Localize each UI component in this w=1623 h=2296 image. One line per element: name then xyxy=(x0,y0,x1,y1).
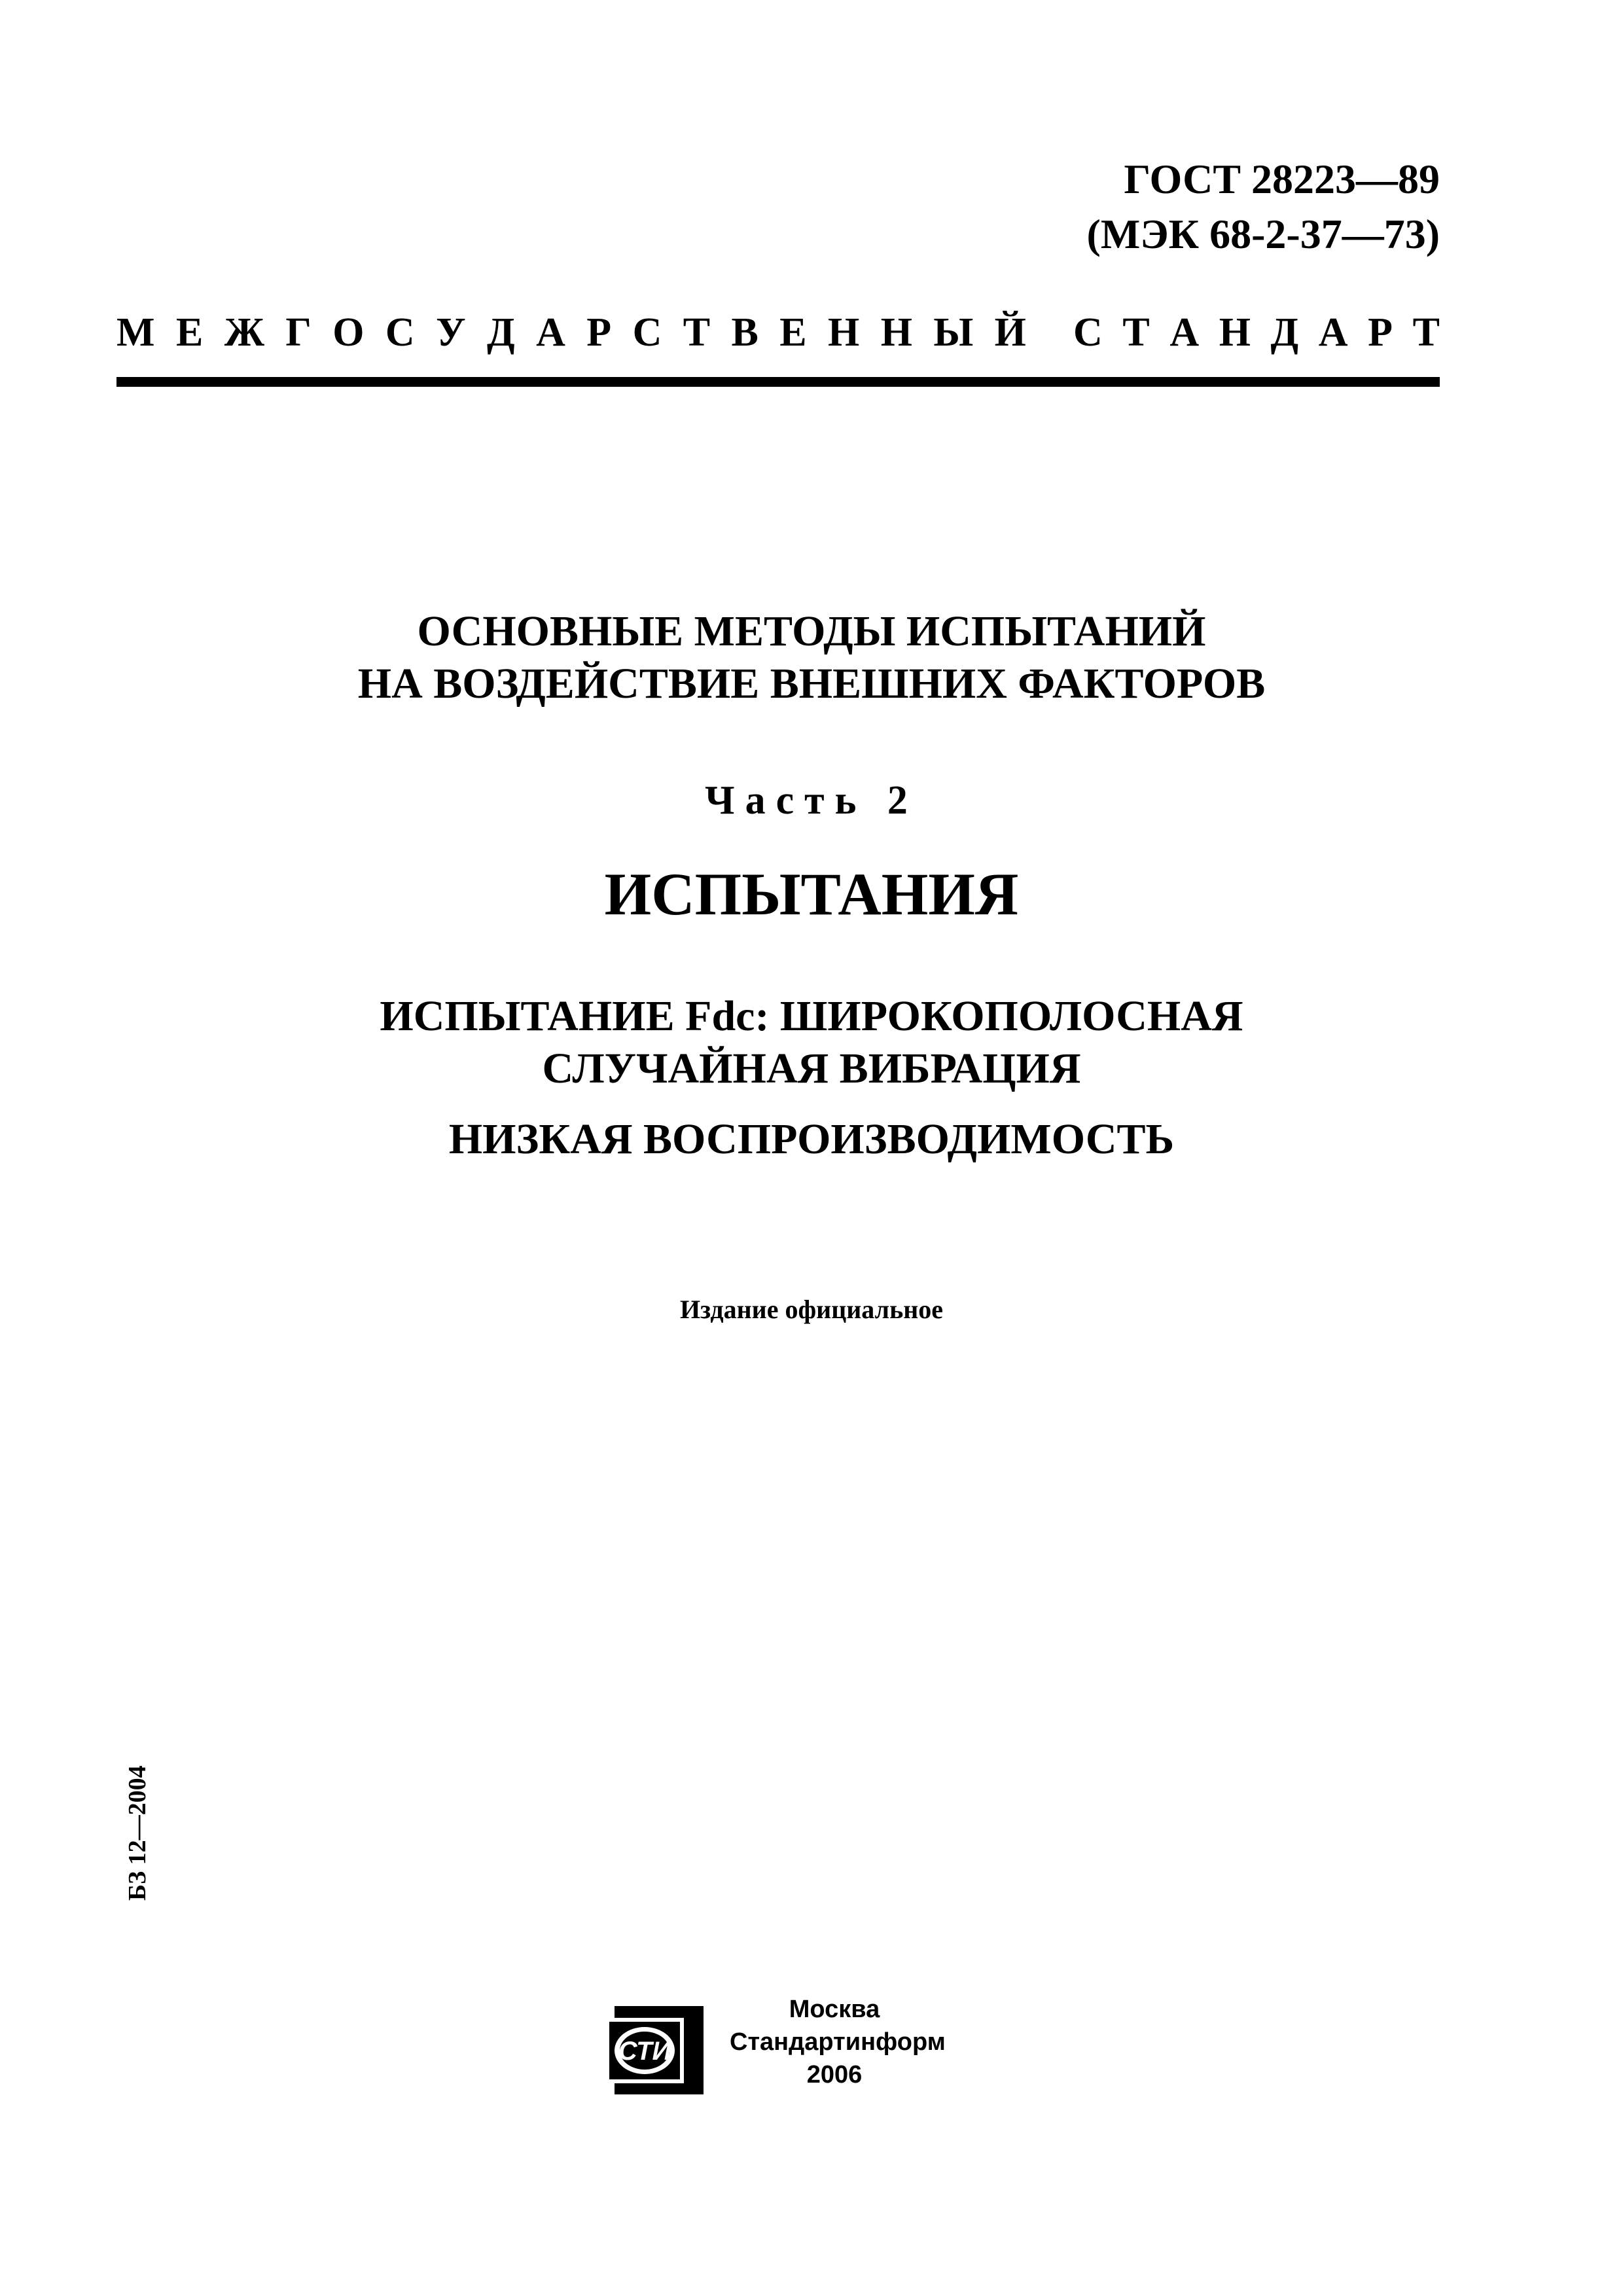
heading-letter: О xyxy=(332,310,365,355)
heading-word-standard xyxy=(1073,306,1440,359)
heading-letter: Е xyxy=(175,310,204,355)
test-subtitle: НИЗКАЯ ВОСПРОИЗВОДИМОСТЬ xyxy=(448,1115,1175,1163)
test-title-line-2: СЛУЧАЙНАЯ ВИБРАЦИЯ xyxy=(542,1045,1081,1092)
heading-letter: Т xyxy=(1122,310,1150,355)
heading-letter: М xyxy=(116,310,155,355)
part-label: Часть 2 xyxy=(705,778,918,823)
imprint xyxy=(730,1993,946,2091)
heading-letter: В xyxy=(731,310,758,355)
publisher-name: Стандартинформ xyxy=(730,2028,946,2056)
heading-letter: Д xyxy=(1270,310,1299,355)
heading-letter: Г xyxy=(285,310,312,355)
heading-letter: Т xyxy=(683,310,711,355)
test-title xyxy=(0,990,1623,1095)
publisher-year: 2006 xyxy=(806,2061,863,2089)
title-block xyxy=(0,605,1623,1166)
heading-letter: Н xyxy=(828,310,860,355)
heading-letter: Ж xyxy=(224,310,265,355)
logo-text: СТИ xyxy=(618,2037,671,2066)
header-rule xyxy=(116,377,1440,387)
heading-letter: Й xyxy=(994,310,1026,355)
heading-letter: Н xyxy=(880,310,912,355)
heading-word-interstate xyxy=(116,306,1026,359)
heading-letter: Е xyxy=(779,310,807,355)
side-code: БЗ 12—2004 xyxy=(124,1765,151,1901)
header-band xyxy=(116,306,1440,385)
general-title-line-2: НА ВОЗДЕЙСТВИЕ ВНЕШНИХ ФАКТОРОВ xyxy=(357,660,1266,708)
standard-designation xyxy=(1087,152,1440,262)
heading-letter: А xyxy=(1169,310,1200,355)
heading-letter: Р xyxy=(586,310,612,355)
heading-letter: А xyxy=(536,310,565,355)
heading-letter: Д xyxy=(487,310,515,355)
iec-number: (МЭК 68-2-37—73) xyxy=(1086,211,1440,257)
heading-letter: Р xyxy=(1368,310,1393,355)
heading-letter: Т xyxy=(1412,310,1440,355)
heading-letter: Ы xyxy=(933,310,974,355)
publisher-block xyxy=(605,1986,959,2104)
standartinform-logo-icon xyxy=(605,2006,704,2094)
gost-number: ГОСТ 28223—89 xyxy=(1124,156,1440,202)
heading-letter: У xyxy=(436,310,466,355)
general-title xyxy=(0,605,1623,710)
publisher-city: Москва xyxy=(789,1996,880,2023)
heading-letter: С xyxy=(1073,310,1103,355)
general-title-line-1: ОСНОВНЫЕ МЕТОДЫ ИСПЫТАНИЙ xyxy=(417,607,1206,655)
part-title: ИСПЫТАНИЯ xyxy=(604,861,1019,927)
interstate-standard-heading xyxy=(116,306,1440,359)
heading-letter: А xyxy=(1318,310,1348,355)
heading-letter: С xyxy=(632,310,662,355)
test-title-line-1: ИСПЫТАНИЕ Fdc: ШИРОКОПОЛОСНАЯ xyxy=(380,992,1243,1040)
heading-letter: Н xyxy=(1219,310,1251,355)
official-edition: Издание официальное xyxy=(679,1295,944,1324)
heading-letter: С xyxy=(385,310,415,355)
